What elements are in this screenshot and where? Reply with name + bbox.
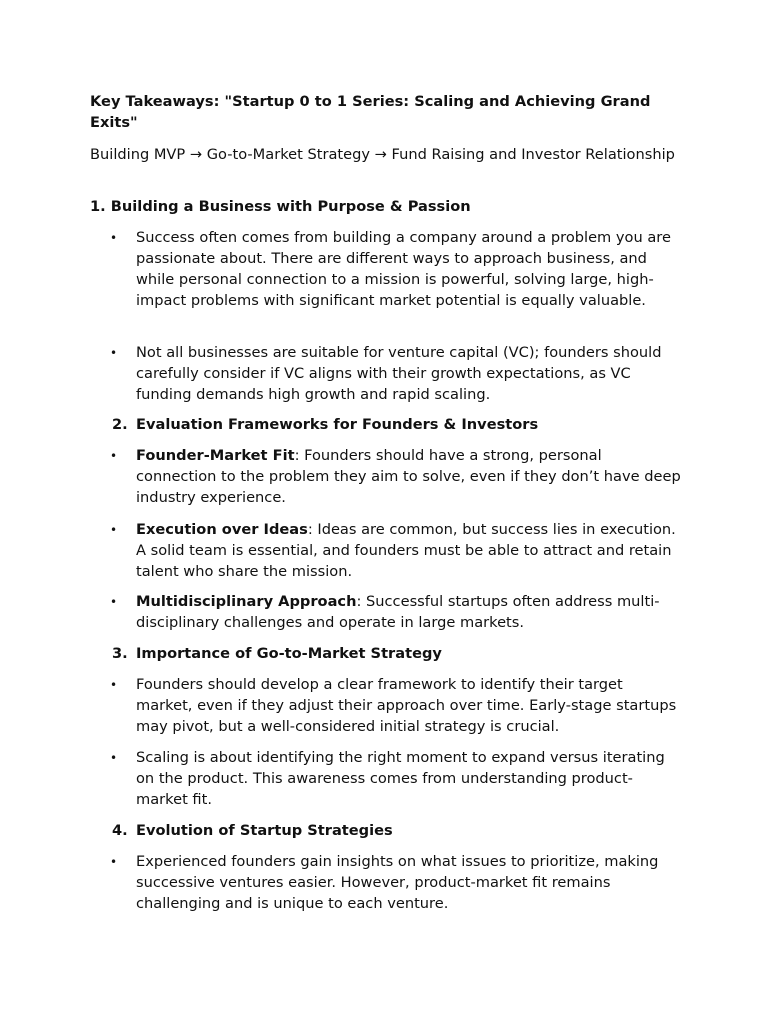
bullet-icon: • — [110, 346, 118, 360]
section-4-heading: Evolution of Startup Strategies — [136, 822, 393, 839]
document-title: Key Takeaways: "Startup 0 to 1 Series: Scaling and Achieving Grand Exits" — [90, 93, 651, 131]
list-item: Experienced founders gain insights on what issues to prioritize, making successive ventures easier. However, product-market fit remains challenging and is unique to each venture. — [136, 853, 659, 912]
list-item: Not all businesses are suitable for venture capital (VC); founders should carefully consider if VC aligns with their growth expectations, as VC funding demands high growth and rapid scaling. — [136, 344, 662, 403]
bullet-icon: • — [110, 855, 118, 869]
bullet-icon: • — [110, 231, 118, 245]
section-1-heading: 1. Building a Business with Purpose & Passion — [90, 198, 471, 215]
bullet-icon: • — [110, 523, 118, 537]
list-item: Scaling is about identifying the right moment to expand versus iterating on the product. This awareness comes from understanding product-market fit. — [136, 749, 665, 808]
list-item: Multidisciplinary Approach: Successful startups often address multi-disciplinary challenges and operate in large markets. — [136, 593, 660, 631]
section-3-heading: Importance of Go-to-Market Strategy — [136, 645, 442, 662]
bullet-icon: • — [110, 449, 118, 463]
document-subtitle: Building MVP → Go-to-Market Strategy → Fund Raising and Investor Relationship — [90, 146, 675, 163]
list-item: Founders should develop a clear framework to identify their target market, even if they adjust their approach over time. Early-stage startups may pivot, but a well-considered initial strategy is crucial. — [136, 676, 677, 735]
section-2-heading: Evaluation Frameworks for Founders & Investors — [136, 416, 539, 433]
bullet-icon: • — [110, 595, 118, 609]
section-3-number: 3. — [112, 645, 128, 662]
section-4-number: 4. — [112, 822, 128, 839]
bullet-icon: • — [110, 678, 118, 692]
list-item: Founder-Market Fit: Founders should have a strong, personal connection to the problem they aim to solve, even if they don’t have deep industry experience. — [136, 447, 681, 506]
list-item: Execution over Ideas: Ideas are common, but success lies in execution. A solid team is essential, and founders must be able to attract and retain talent who share the mission. — [136, 521, 676, 580]
section-2-number: 2. — [112, 416, 128, 433]
bullet-icon: • — [110, 751, 118, 765]
list-item: Success often comes from building a company around a problem you are passionate about. There are different ways to approach business, and while personal connection to a mission is powerful, solving large, high-impact problems with significant market potential is equally valuable. — [136, 229, 671, 309]
